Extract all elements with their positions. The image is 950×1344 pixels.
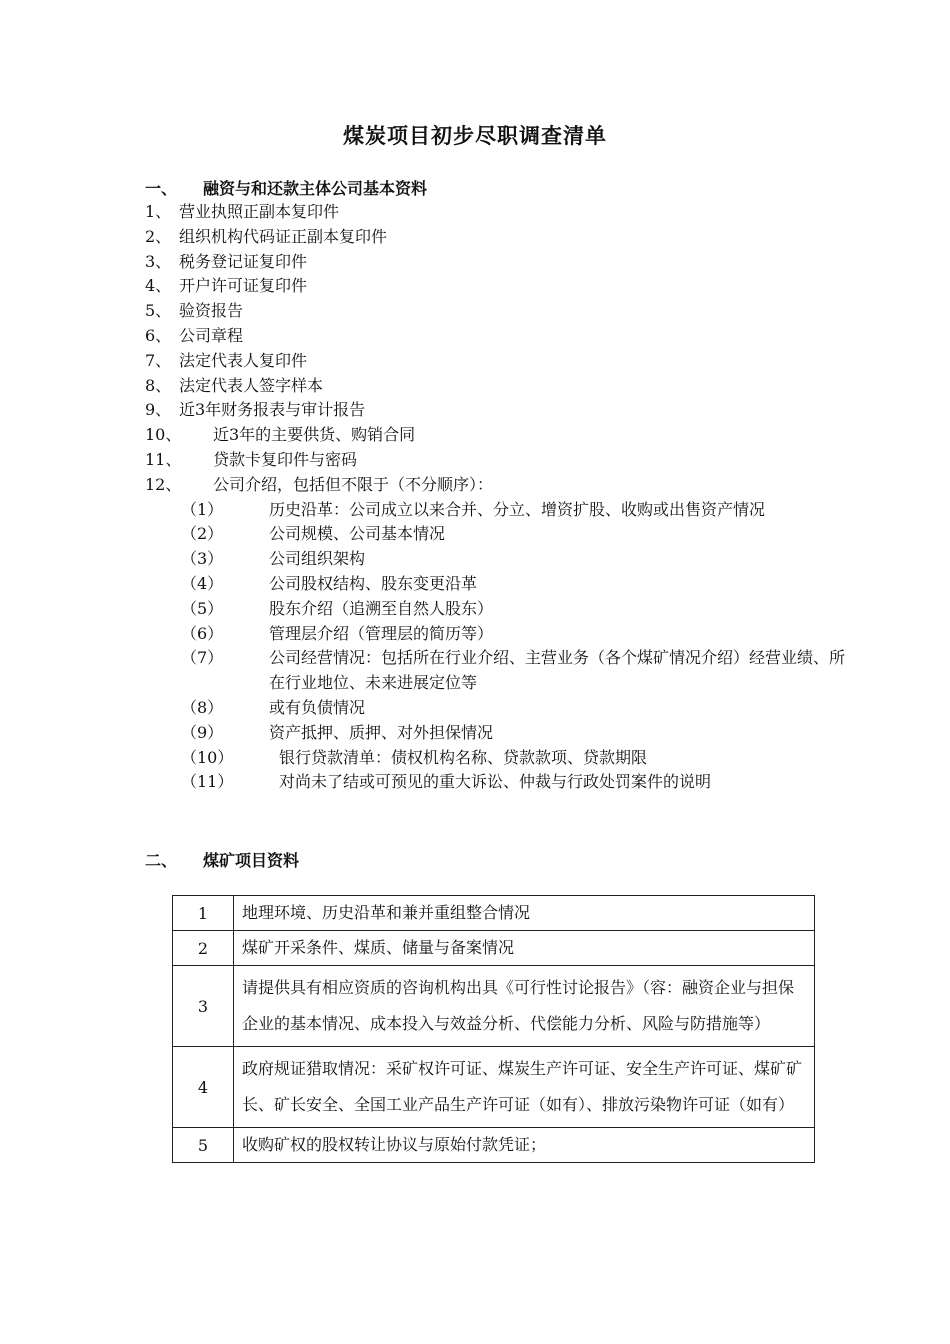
sub-list-item-text: 管理层介绍（管理层的简历等） — [269, 623, 494, 643]
table-row — [173, 896, 815, 931]
sub-list-item — [181, 522, 859, 547]
sub-list-item-number: （8） — [181, 697, 224, 717]
list-item — [145, 225, 825, 250]
row-number: 1 — [173, 896, 234, 931]
list-item-text: 验资报告 — [179, 301, 244, 321]
sub-list-item — [181, 622, 859, 647]
sub-list-item-number: （2） — [181, 524, 224, 544]
row-number: 5 — [173, 1128, 234, 1163]
table-row — [173, 966, 815, 1047]
list-item-text: 法定代表人复印件 — [179, 350, 308, 370]
sub-list-item — [181, 572, 859, 597]
list-item-number: 1、 — [145, 202, 172, 221]
sub-list-item-number: （4） — [181, 573, 224, 593]
sub-list-item — [181, 498, 859, 523]
row-text: 煤矿开采条件、煤质、储量与备案情况 — [234, 931, 815, 966]
sub-list-item-text: 公司股权结构、股东变更沿革 — [269, 573, 478, 593]
sub-list-item — [181, 597, 859, 622]
sub-list-item-number: （1） — [181, 499, 224, 519]
list-item-text: 近3年的主要供货、购销合同 — [213, 425, 416, 445]
list-item — [145, 299, 825, 324]
sub-list-item — [181, 770, 869, 795]
list-item-number: 4、 — [145, 276, 172, 296]
list-item — [145, 250, 825, 275]
sub-list-item — [181, 721, 859, 746]
sub-list-item-number: （3） — [181, 549, 224, 569]
list-item-number: 2、 — [145, 226, 172, 246]
list-item-text: 近3年财务报表与审计报告 — [179, 400, 366, 420]
list-item — [145, 423, 825, 448]
row-text: 地理环境、历史沿革和兼并重组整合情况 — [234, 896, 815, 931]
list-item — [145, 398, 825, 423]
table-row — [173, 1128, 815, 1163]
list-item-text: 法定代表人签字样本 — [179, 375, 324, 395]
row-text: 政府规证猎取情况：采矿权许可证、煤炭生产许可证、安全生产许可证、煤矿矿长、矿长安全、全国工业产品生产许可证（如有）、排放污染物许可证（如有） — [234, 1047, 815, 1128]
sub-list-item-text: 公司规模、公司基本情况 — [269, 524, 446, 544]
sub-list-item-number: （10） — [181, 747, 234, 767]
page-title: 煤炭项目初步尽职调查清单 — [343, 123, 607, 148]
list-item-number: 11、 — [145, 449, 182, 469]
row-text: 收购矿权的股权转让协议与原始付款凭证； — [234, 1128, 815, 1163]
sub-list-item — [181, 696, 859, 721]
list-item-number: 5、 — [145, 301, 172, 321]
list-item-text: 公司章程 — [179, 325, 244, 345]
section-2-heading — [145, 848, 299, 871]
row-number: 4 — [173, 1047, 234, 1128]
list-item — [145, 473, 825, 498]
sub-list-item-number: （9） — [181, 722, 224, 742]
sub-list-item-number: （7） — [181, 648, 224, 668]
list-item — [145, 349, 825, 374]
list-item-number: 10、 — [145, 425, 182, 445]
section-1-heading — [145, 176, 427, 199]
list-item-text: 税务登记证复印件 — [179, 251, 308, 271]
project-materials-table — [172, 895, 815, 1163]
list-item-text: 组织机构代码证正副本复印件 — [179, 226, 388, 246]
list-item-text: 开户许可证复印件 — [179, 276, 308, 296]
sub-list-item-text: 历史沿革：公司成立以来合并、分立、增资扩股、收购或出售资产情况 — [269, 499, 766, 519]
sub-list-item — [181, 547, 859, 572]
sub-list-item-text: 公司经营情况：包括所在行业介绍、主营业务（各个煤矿情况介绍）经营业绩、所在行业地位、未来进展定位等 — [269, 648, 846, 693]
sub-list-item-number: （6） — [181, 623, 224, 643]
list-item-text: 公司介绍，包括但不限于（不分顺序）： — [213, 474, 494, 494]
table-row — [173, 931, 815, 966]
list-item — [145, 374, 825, 399]
sub-list-item-text: 资产抵押、质押、对外担保情况 — [269, 722, 494, 742]
list-item-text: 营业执照正副本复印件 — [179, 202, 340, 221]
row-number: 2 — [173, 931, 234, 966]
sub-list-item-text: 银行贷款清单：债权机构名称、贷款款项、贷款期限 — [279, 747, 648, 767]
sub-list-item — [181, 646, 859, 696]
section-2-title: 煤矿项目资料 — [203, 851, 300, 870]
list-item-number: 9、 — [145, 400, 172, 420]
list-item-number: 12、 — [145, 474, 182, 494]
section-1-list — [145, 200, 846, 795]
sub-list-item-text: 股东介绍（追溯至自然人股东） — [269, 598, 494, 618]
list-item-text: 贷款卡复印件与密码 — [213, 449, 358, 469]
list-item — [145, 200, 825, 225]
sub-list-item — [181, 746, 869, 771]
list-item — [145, 448, 825, 473]
list-item-number: 3、 — [145, 251, 172, 271]
list-item-number: 6、 — [145, 325, 172, 345]
section-2-number: 二、 — [145, 851, 178, 870]
list-item-number: 8、 — [145, 375, 172, 395]
row-number: 3 — [173, 966, 234, 1047]
sub-list-item-text: 或有负债情况 — [269, 697, 366, 717]
table-row — [173, 1047, 815, 1128]
section-1-title: 融资与和还款主体公司基本资料 — [203, 179, 428, 198]
sub-list-item-number: （11） — [181, 772, 234, 792]
row-text: 请提供具有相应资质的咨询机构出具《可行性讨论报告》（容：融资企业与担保企业的基本情况、成本投入与效益分析、代偿能力分析、风险与防措施等） — [234, 966, 815, 1047]
sub-list-item-text: 对尚未了结或可预见的重大诉讼、仲裁与行政处罚案件的说明 — [279, 772, 712, 792]
section-1-number: 一、 — [145, 179, 178, 198]
list-item — [145, 274, 825, 299]
list-item-number: 7、 — [145, 350, 172, 370]
list-item — [145, 324, 825, 349]
sub-list-item-number: （5） — [181, 598, 224, 618]
sub-list-item-text: 公司组织架构 — [269, 549, 366, 569]
